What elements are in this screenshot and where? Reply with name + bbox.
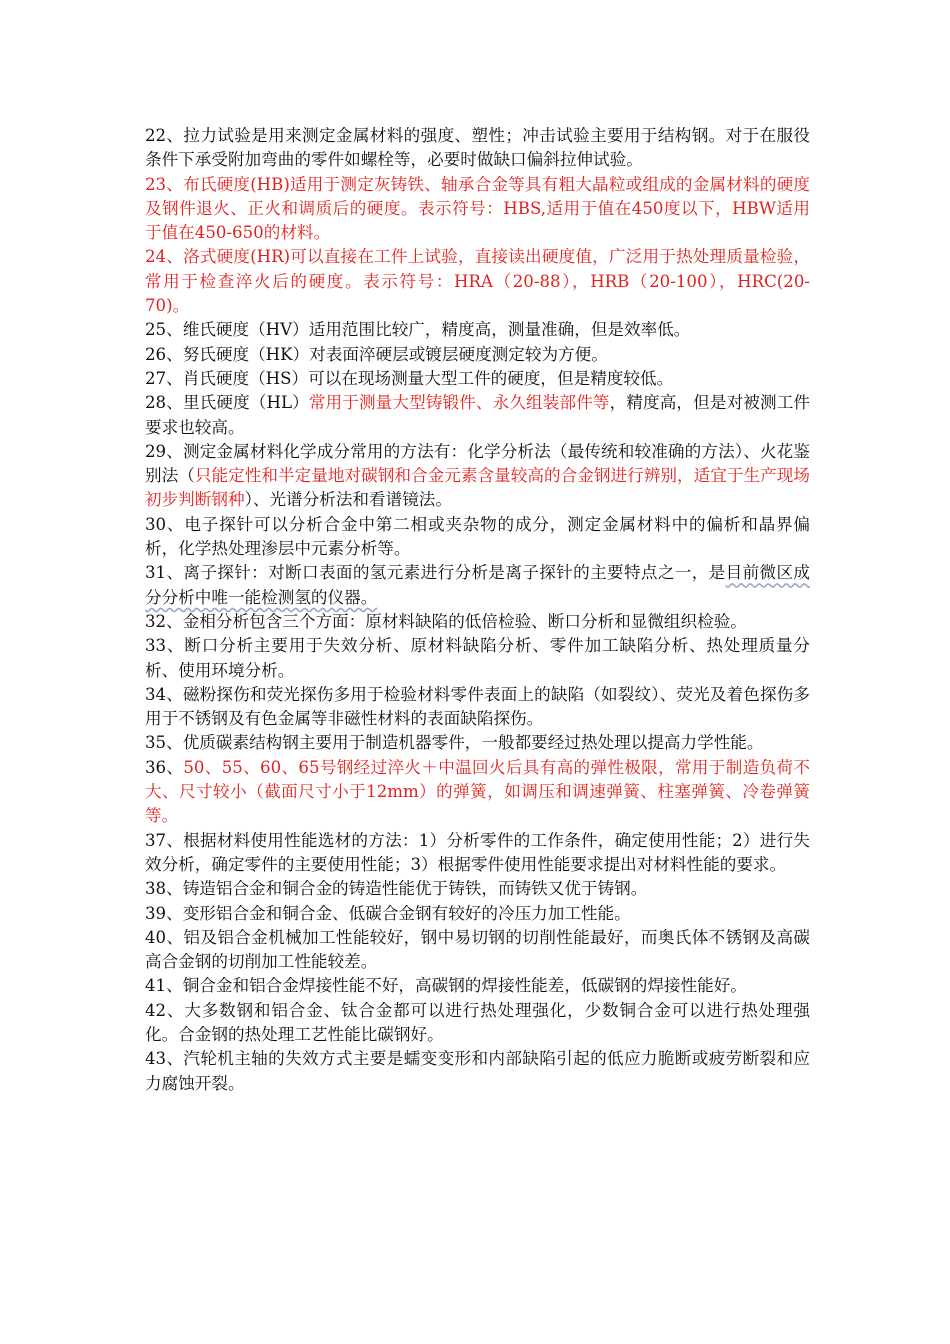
body-text: 目前微区成分分析中唯一能检测氢的仪器。: [145, 563, 810, 607]
highlighted-text: 23、布氏硬度(HB)适用于测定灰铸铁、轴承合金等具有粗大晶粒或组成的金属材料的硬度及钢件退火、正火和调质后的硬度。表示符号：HBS,适用于值在450度以下，HBW适用于值在450-650的材料。: [145, 174, 810, 243]
body-text: 32、金相分析包含三个方面：原材料缺陷的低倍检验、断口分析和显微组织检验。: [145, 611, 747, 631]
body-text: 35、优质碳素结构钢主要用于制造机器零件，一般都要经过热处理以提高力学性能。: [145, 733, 764, 753]
body-text: 28、里氏硬度（HL）: [145, 393, 309, 413]
paragraph-33: [145, 634, 810, 683]
paragraph-29: [145, 440, 810, 513]
body-text: 22、拉力试验是用来测定金属材料的强度、塑性；冲击试验主要用于结构钢。对于在服役条件下承受附加弯曲的零件如螺栓等，必要时做缺口偏斜拉伸试验。: [145, 126, 810, 170]
paragraph-32: [145, 610, 810, 634]
body-text: 25、维氏硬度（HV）适用范围比较广，精度高，测量准确，但是效率低。: [145, 320, 691, 340]
body-text: 33、断口分析主要用于失效分析、原材料缺陷分析、零件加工缺陷分析、热处理质量分析、使用环境分析。: [145, 636, 810, 680]
paragraph-38: [145, 877, 810, 901]
paragraph-24: [145, 245, 810, 318]
body-text: 36、: [145, 757, 184, 777]
paragraph-27: [145, 367, 810, 391]
body-text: 39、变形铝合金和铜合金、低碳合金钢有较好的冷压力加工性能。: [145, 903, 631, 923]
highlighted-text: 只能定性和半定量地对碳钢和合金元素含量较高的合金钢进行辨别，适宜于生产现场初步判断钢种: [145, 466, 811, 510]
document-page: [145, 124, 810, 1096]
body-text: ）、光谱分析法和看谱镜法。: [244, 490, 452, 510]
body-text: 26、努氏硬度（HK）对表面淬硬层或镀层硬度测定较为方便。: [145, 344, 608, 364]
paragraph-26: [145, 343, 810, 367]
body-text: 29、测定金属材料化学成分常用的方法有：化学分析法（最传统和较准确的方法）、火花鉴别法（: [145, 441, 810, 486]
highlighted-text: 常用于测量大型铸锻件、永久组装部件等: [308, 393, 610, 413]
paragraph-34: [145, 683, 810, 732]
paragraph-39: [145, 902, 810, 926]
paragraph-30: [145, 513, 810, 562]
body-text: 41、铜合金和铝合金焊接性能不好，高碳钢的焊接性能差，低碳钢的焊接性能好。: [145, 976, 747, 996]
highlighted-text: 24、洛式硬度(HR)可以直接在工件上试验，直接读出硬度值，广泛用于热处理质量检验，常用于检查淬火后的硬度。表示符号：HRA（20-88），HRB（20-100），HRC(20-70)。: [145, 247, 810, 316]
body-text: 31、离子探针：对断口表面的氢元素进行分析是离子探针的主要特点之一，是: [145, 563, 726, 583]
paragraph-25: [145, 318, 810, 342]
paragraph-36: [145, 756, 810, 829]
paragraph-28: [145, 391, 810, 440]
body-text: 40、铝及铝合金机械加工性能较好，钢中易切钢的切削性能最好，而奥氏体不锈钢及高碳高合金钢的切削加工性能较差。: [145, 927, 810, 972]
body-text: 30、电子探针可以分析合金中第二相或夹杂物的成分，测定金属材料中的偏析和晶界偏析，化学热处理渗层中元素分析等。: [145, 514, 810, 559]
body-text: 34、磁粉探伤和荧光探伤多用于检验材料零件表面上的缺陷（如裂纹）、荧光及着色探伤多用于不锈钢及有色金属等非磁性材料的表面缺陷探伤。: [145, 684, 810, 729]
body-text: 37、根据材料使用性能选材的方法：1）分析零件的工作条件，确定使用性能；2）进行失效分析，确定零件的主要使用性能；3）根据零件使用性能要求提出对材料性能的要求。: [145, 830, 810, 874]
paragraph-31: [145, 561, 810, 610]
paragraph-37: [145, 829, 810, 878]
paragraph-22: [145, 124, 810, 173]
paragraph-42: [145, 999, 810, 1048]
body-text: 27、肖氏硬度（HS）可以在现场测量大型工件的硬度，但是精度较低。: [145, 368, 674, 388]
paragraph-35: [145, 731, 810, 755]
paragraph-40: [145, 926, 810, 975]
paragraph-43: [145, 1047, 810, 1096]
body-text: 38、铸造铝合金和铜合金的铸造性能优于铸铁，而铸铁又优于铸钢。: [145, 879, 648, 899]
paragraph-41: [145, 974, 810, 998]
body-text: ，精度高，但是对被测工件要求也较高。: [145, 393, 810, 437]
body-text: 43、汽轮机主轴的失效方式主要是蠕变变形和内部缺陷引起的低应力脆断或疲劳断裂和应力腐蚀开裂。: [145, 1049, 810, 1093]
body-text: 42、大多数钢和铝合金、钛合金都可以进行热处理强化，少数铜合金可以进行热处理强化。合金钢的热处理工艺性能比碳钢好。: [145, 1000, 810, 1044]
highlighted-text: 50、55、60、65号钢经过淬火＋中温回火后具有高的弹性极限，常用于制造负荷不大、尺寸较小（截面尺寸小于12mm）的弹簧，如调压和调速弹簧、柱塞弹簧、冷卷弹簧等。: [145, 757, 810, 826]
paragraph-23: [145, 173, 810, 246]
